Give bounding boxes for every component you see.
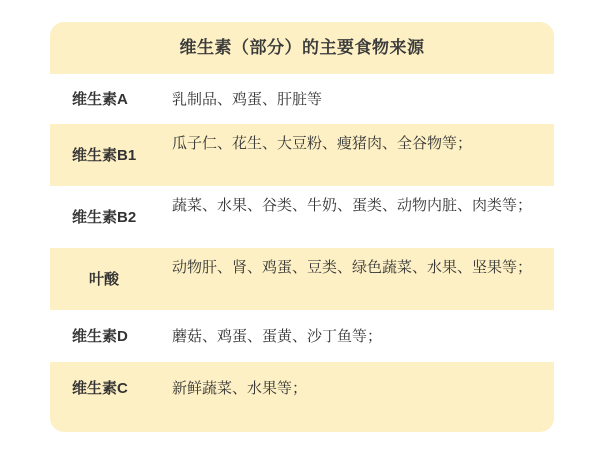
row-label-vitamin-b2: 维生素B2 <box>72 209 137 226</box>
table-row <box>50 362 554 420</box>
vitamin-food-source-card <box>50 22 554 432</box>
table-row <box>50 310 554 362</box>
row-label-folic-acid: 叶酸 <box>88 271 119 288</box>
row-value-folic-acid: 动物肝、肾、鸡蛋、豆类、绿色蔬菜、水果、坚果等； <box>172 259 533 276</box>
card-title: 维生素（部分）的主要食物来源 <box>179 38 425 57</box>
row-label-vitamin-a: 维生素A <box>72 91 128 108</box>
row-value-vitamin-d: 蘑菇、鸡蛋、蛋黄、沙丁鱼等； <box>172 328 383 345</box>
row-value-vitamin-c: 新鲜蔬菜、水果等； <box>172 380 308 397</box>
row-label-vitamin-c: 维生素C <box>72 380 128 397</box>
row-value-vitamin-b1: 瓜子仁、花生、大豆粉、瘦猪肉、全谷物等； <box>172 135 473 152</box>
row-value-vitamin-b2: 蔬菜、水果、谷类、牛奶、蛋类、动物内脏、肉类等； <box>172 197 533 214</box>
table-row <box>50 186 554 248</box>
row-value-vitamin-a: 乳制品、鸡蛋、肝脏等 <box>172 91 323 108</box>
table-row <box>50 248 554 310</box>
table-row <box>50 124 554 186</box>
table-row <box>50 74 554 124</box>
row-label-vitamin-b1: 维生素B1 <box>72 147 137 164</box>
row-label-vitamin-d: 维生素D <box>72 328 128 345</box>
